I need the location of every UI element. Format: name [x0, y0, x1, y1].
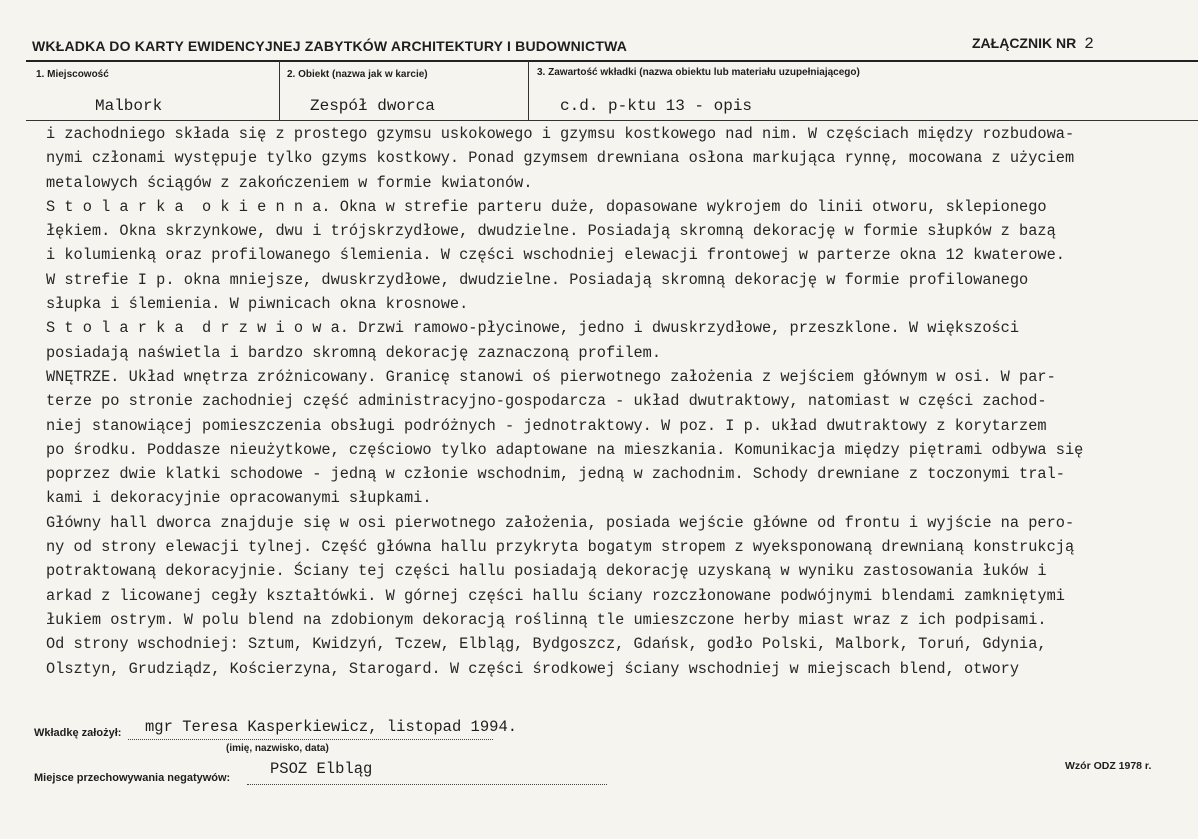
body-line: Olsztyn, Grudziądz, Kościerzyna, Starogard. W części środkowej ściany wschodniej w miejscach blend, otwory	[46, 659, 1020, 678]
body-line: S t o l a r k a o k i e n n a. Okna w strefie parteru duże, dopasowane wykrojem do linii otworu, sklepionego	[46, 197, 1047, 216]
body-line: Główny hall dworca znajduje się w osi pierwotnego założenia, posiada wejście główne od frontu i wyjście na pero-	[46, 513, 1075, 532]
field-divider-2	[528, 61, 529, 120]
body-line: słupka i ślemienia. W piwnicach okna krosnowe.	[46, 295, 469, 314]
body-line: niej stanowiącej pomieszczenia obsługi podróżnych - jednotraktowy. W poz. I p. układ dwutraktowy z korytarzem	[46, 416, 1047, 435]
negatives-value: PSOZ Elbląg	[270, 760, 373, 778]
author-label: Wkładkę założył:	[34, 727, 122, 739]
body-line: i zachodniego składa się z prostego gzymsu uskokowego i gzymsu kostkowego nad nim. W częściach między rozbudowa-	[46, 125, 1075, 143]
object-label: 2. Obiekt (nazwa jak w karcie)	[287, 69, 428, 80]
annex-value: 2	[1084, 35, 1094, 53]
content-label: 3. Zawartość wkładki (nazwa obiektu lub materiału uzupełniającego)	[537, 67, 860, 78]
header-top-rule	[26, 60, 1198, 62]
negatives-dotted-line	[247, 784, 607, 785]
negatives-label: Miejsce przechowywania negatywów:	[34, 772, 231, 784]
content-value: c.d. p-ktu 13 - opis	[560, 97, 753, 115]
body-line: i kolumienką oraz profilowanego ślemienia. W części wschodniej elewacji frontowej w parterze okna 12 kwaterowe.	[46, 246, 1065, 265]
body-line: kami i dekoracyjnie opracowanymi słupkami.	[46, 489, 432, 508]
body-line: łękiem. Okna skrzynkowe, dwu i trójskrzydłowe, dwudzielne. Posiadają skromną dekorację w formie słupków z bazą	[46, 222, 1056, 241]
body-line: WNĘTRZE. Układ wnętrza zróżnicowany. Granicę stanowi oś pierwotnego założenia z wejściem głównym w osi. W par-	[46, 367, 1056, 386]
body-line: poprzez dwie klatki schodowe - jedną w członie wschodnim, jedną w zachodnim. Schody drewniane z toczonymi tral-	[46, 465, 1065, 484]
author-hint: (imię, nazwisko, data)	[226, 743, 329, 754]
field-divider-1	[279, 61, 280, 120]
annex-label: ZAŁĄCZNIK NR	[972, 35, 1077, 51]
body-line: arkad z licowanej cegły kształtówki. W górnej części hallu ściany rozczłonowane podwójnymi blendami zamkniętymi	[46, 586, 1065, 605]
body-line: W strefie I p. okna mniejsze, dwuskrzydłowe, dwudzielne. Posiadają skromną dekorację w formie profilowanego	[46, 270, 1029, 289]
body-line: po środku. Poddasze nieużytkowe, częściowo tylko adaptowane na mieszkania. Komunikacja między piętrami odbywa się	[46, 440, 1084, 459]
form-code: Wzór ODZ 1978 r.	[1065, 760, 1152, 772]
author-value: mgr Teresa Kasperkiewicz, listopad 1994.	[145, 718, 518, 736]
body-line: Od strony wschodniej: Sztum, Kwidzyń, Tczew, Elbląg, Bydgoszcz, Gdańsk, godło Polski, Malbork, Toruń, Gdynia,	[46, 635, 1047, 654]
body-line: łukiem ostrym. W polu blend na zdobionym dekoracją roślinną tle umieszczone herby miast wraz z ich podpisami.	[46, 610, 1047, 629]
body-line: potraktowaną dekoracyjnie. Ściany tej części hallu posiadają dekorację uzyskaną w wyniku zastosowania łuków i	[46, 562, 1047, 581]
body-line: nymi członami występuje tylko gzyms kostkowy. Ponad gzymsem drewniana osłona markująca rynnę, mocowana z użyciem	[46, 149, 1075, 168]
object-value: Zespół dworca	[310, 97, 435, 115]
header-bottom-rule	[26, 120, 1198, 121]
body-line: S t o l a r k a d r z w i o w a. Drzwi ramowo-płycinowe, jedno i dwuskrzydłowe, przeszklone. W większości	[46, 319, 1020, 338]
annex-number	[972, 35, 1094, 53]
author-dotted-line	[128, 739, 493, 740]
body-line: ny od strony elewacji tylnej. Część główna hallu przykryta bogatym stropem z wyeksponowaną drewnianą konstrukcją	[46, 538, 1075, 557]
body-line: metalowych ściągów z zakończeniem w formie kwiatonów.	[46, 173, 533, 192]
body-line: posiadają naświetla i bardzo skromną dekorację zaznaczoną profilem.	[46, 343, 662, 362]
description-body	[46, 122, 1176, 681]
locality-label: 1. Miejscowość	[36, 69, 109, 80]
body-line: terze po stronie zachodniej część administracyjno-gospodarcza - układ dwutraktowy, natomiast w części zachod-	[46, 392, 1047, 411]
card-title: WKŁADKA DO KARTY EWIDENCYJNEJ ZABYTKÓW ARCHITEKTURY I BUDOWNICTWA	[32, 38, 628, 54]
locality-value: Malbork	[95, 97, 163, 115]
